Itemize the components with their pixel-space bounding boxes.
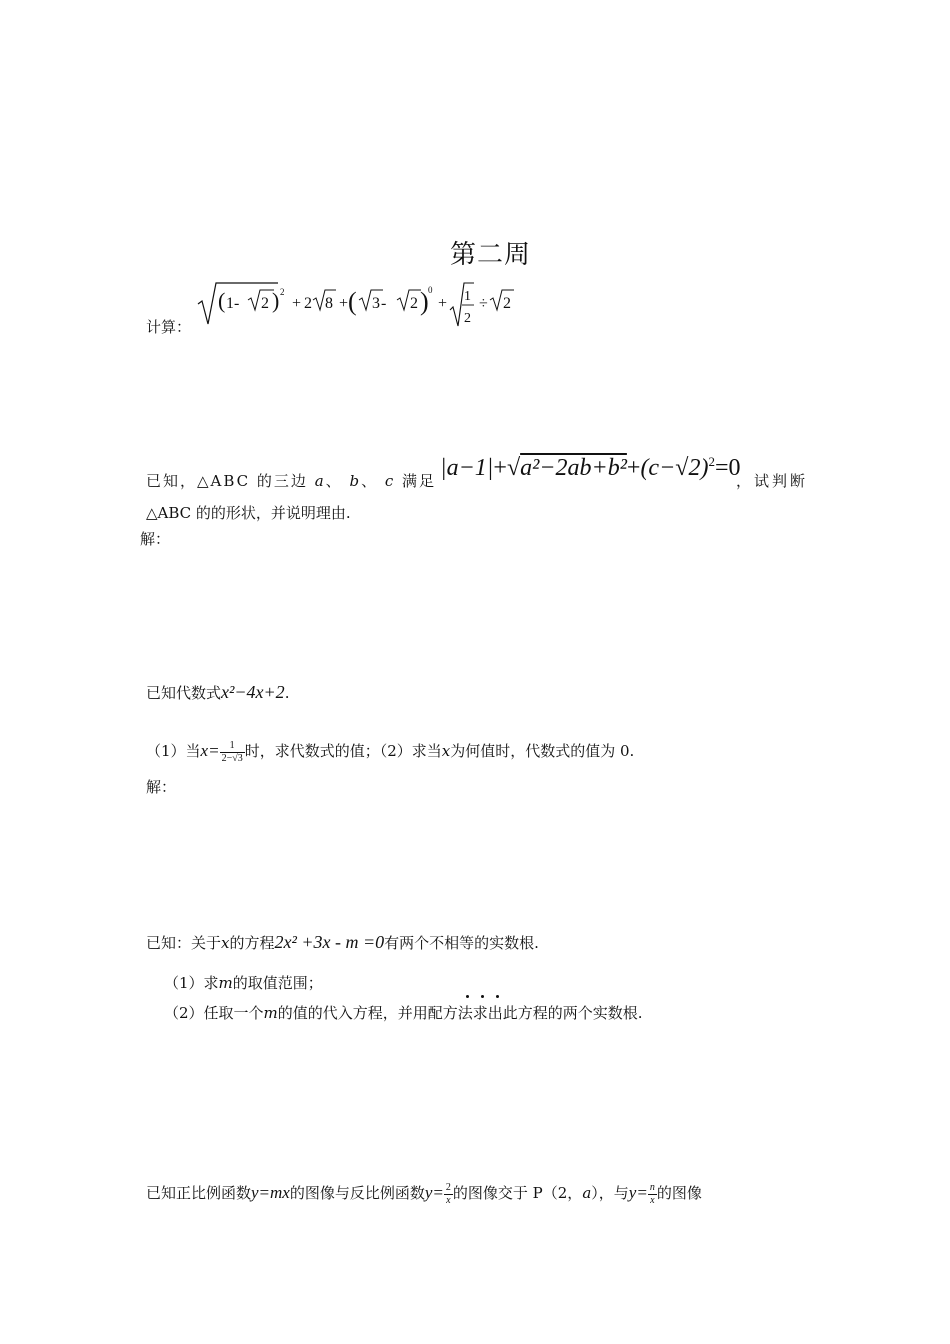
- svg-text:2: 2: [304, 295, 312, 312]
- q3-line1: 已知代数式x²−4x+2.: [146, 682, 290, 702]
- svg-text:+: +: [292, 295, 302, 312]
- q4-part2: （2）任取一个m的值的代入方程，并用配方法求出此方程的两个实数根.: [164, 1004, 643, 1022]
- q2-line1-prefix: 已知，△ABC 的三边 a、 b、 c 满足: [146, 472, 437, 490]
- svg-text:+: +: [339, 295, 349, 312]
- q2-solve-label: 解：: [140, 530, 171, 548]
- svg-text:0: 0: [428, 285, 433, 295]
- svg-text:(: (: [348, 287, 357, 316]
- svg-text:2: 2: [261, 295, 269, 312]
- q2-line2: △ABC 的的形状，并说明理由.: [146, 504, 351, 522]
- q1-label: 计算：: [146, 318, 192, 336]
- q4-line1: 已知：关于x的方程2x² +3x - m =0有两个不相等的实数根.: [146, 932, 539, 952]
- q2-equation: $|a-1|+√a^2-2ab+b^2+(c-√2)^2=0$: [440, 454, 741, 481]
- svg-text:1-: 1-: [226, 295, 240, 312]
- svg-text:): ): [420, 287, 429, 316]
- svg-text:1: 1: [464, 289, 471, 304]
- svg-text:2: 2: [410, 295, 418, 312]
- emphasis-dot: [496, 995, 499, 998]
- svg-text:3: 3: [372, 295, 380, 312]
- svg-text:8: 8: [325, 295, 333, 312]
- q3-line2: （1）当x= $\frac{1}{2-√3}$ 时，求代数式的值；（2）求当x为何值时，代数式的值为 0.: [146, 739, 635, 764]
- q1-expression: [196, 280, 526, 330]
- emphasis-dot: [481, 995, 484, 998]
- svg-text:-: -: [381, 295, 387, 312]
- svg-text:(: (: [218, 288, 226, 313]
- svg-text:÷: ÷: [479, 295, 488, 312]
- svg-text:2: 2: [280, 287, 285, 297]
- svg-text:2: 2: [503, 295, 511, 312]
- svg-text:+: +: [438, 295, 448, 312]
- svg-text:2: 2: [464, 311, 471, 326]
- q2-line1-suffix: ，试判断: [736, 472, 809, 490]
- q5-line1: 已知正比例函数y=mx的图像与反比例函数y= $\frac{2}{x}$ 的图像交于 P（2，a），与y= $\frac{n}{x}$ 的图像: [146, 1181, 702, 1206]
- q3-solve-label: 解：: [146, 778, 177, 796]
- svg-text:): ): [272, 288, 280, 313]
- q4-part1: （1）求m的取值范围；: [164, 974, 323, 992]
- emphasis-dot: [466, 995, 469, 998]
- page-title: 第二周: [450, 240, 532, 270]
